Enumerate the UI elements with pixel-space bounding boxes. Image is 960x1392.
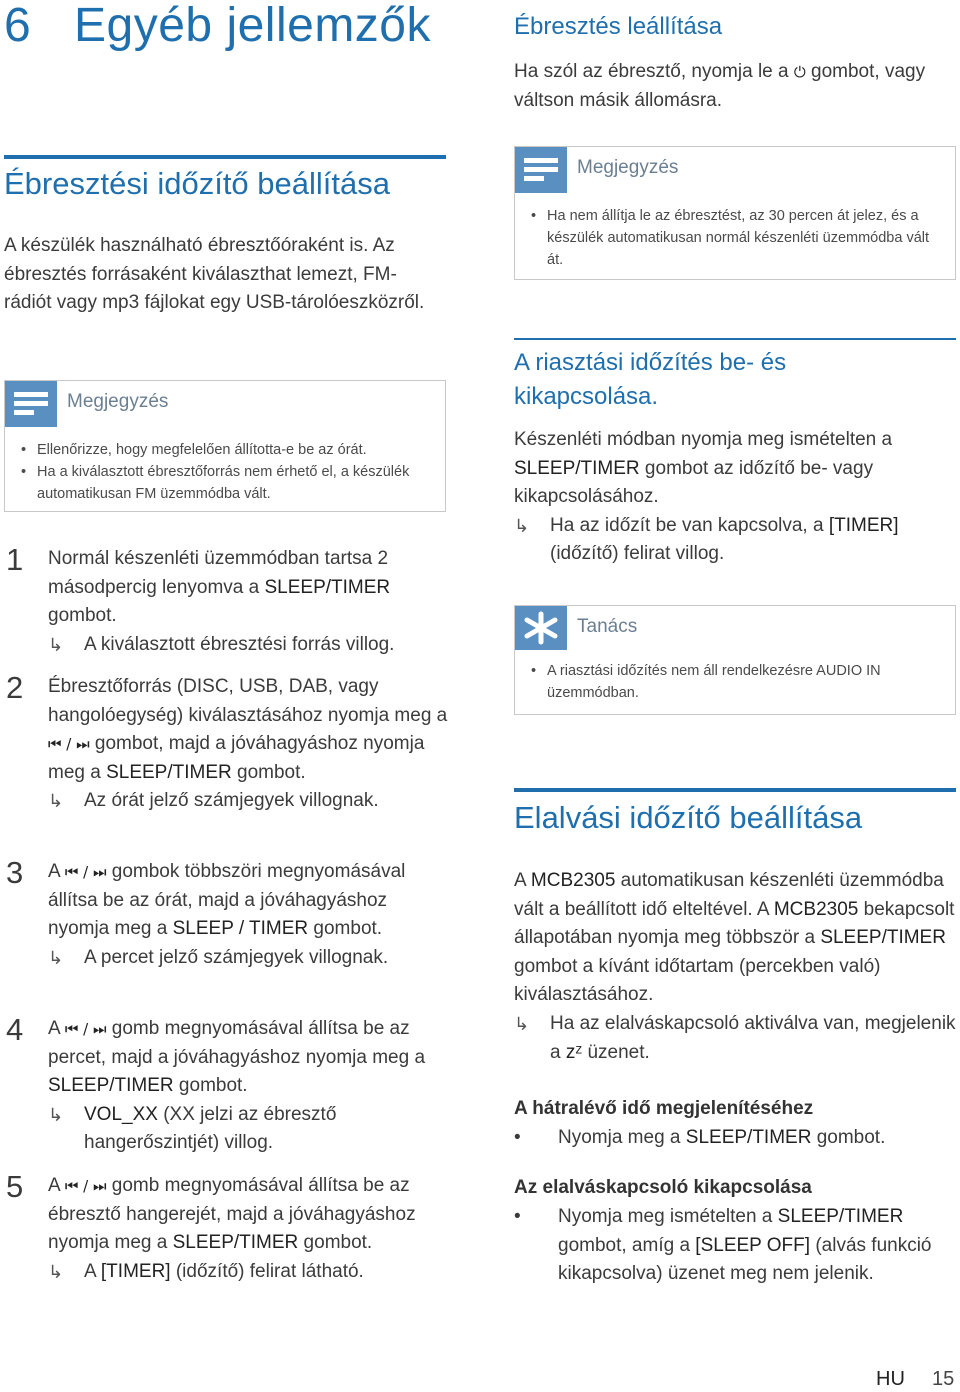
message-name: [SLEEP OFF] [695,1234,811,1256]
step-text-part: gombot. [173,1075,248,1097]
toggle-section-title: A riasztási időzítés be- és kikapcsolása. [514,349,787,410]
result-arrow-icon: ↳ [48,947,64,968]
disable-text [514,1203,956,1289]
sleep-z-icon: zᶻ [565,1041,583,1063]
model-name: MCB2305 [773,898,859,920]
result-arrow-icon: ↳ [48,634,64,655]
step-text-part: A [48,1018,65,1039]
section-divider-thin [514,338,956,340]
result-bold: [TIMER] [100,1260,171,1282]
prev-next-icon: ⏮ / ⏭ [64,1020,107,1038]
button-name: SLEEP/TIMER [106,761,232,783]
section-divider [514,788,956,792]
language-code: HU [876,1368,905,1390]
step-result [48,1258,448,1287]
alarm-intro: A készülék használható ébresztőóraként is. Az ébresztés forrásaként kiválaszthat lemezt, FM-rádiót vagy mp3 fájlokat egy USB-tárolóeszközről. [4,235,425,314]
note-title: Megjegyzés [577,157,679,178]
tip-list [531,660,941,704]
remaining-title: A hátralévő idő megjelenítéséhez [514,1098,814,1119]
step-text-part: gombot. [308,918,383,940]
para-part: gombot. [811,1127,886,1148]
step-text [48,545,448,659]
result-text: A [84,1260,101,1282]
step-text-part: Normál készenléti üzemmódban tartsa 2 másodpercig lenyomva a [48,548,389,598]
sleep-result [514,1010,956,1067]
step-text-part: A [48,1175,65,1196]
step-text [48,673,448,816]
result-arrow-icon: ↳ [48,791,64,812]
stop-alarm-text [514,58,956,115]
note-box-alarm [4,380,446,512]
step-number: 3 [6,855,24,890]
page-number: 15 [932,1368,955,1390]
para-part: automatikusan készenléti üzemmódba vált a beállított idő elteltével. A [514,870,944,920]
result-arrow-icon: ↳ [514,1013,530,1034]
result-text: (időzítő) felirat látható. [170,1260,364,1282]
step-number: 1 [6,542,24,577]
step-text-part: gomb megnyomásával állítsa be az percet, majd a jóváhagyáshoz nyomja meg a [48,1018,426,1068]
model-name: MCB2305 [530,870,616,891]
para-part: (alvás funkció kikapcsolva) üzenet meg nem jelenik. [558,1234,932,1285]
para-part: gombot az időzítő be- vagy kikapcsolásához. [514,457,874,508]
step-text [48,1015,448,1158]
tip-icon [515,606,567,650]
step-text-part: gombot. [231,761,306,783]
note-item: • Ha a kiválasztott ébresztőforrás nem érhető el, a készülék automatikusan FM üzemmódba vált. [21,461,431,505]
result-text: Ha az elalváskapcsoló aktiválva van, megjelenik a [550,1012,956,1063]
prev-next-icon: ⏮ / ⏭ [48,735,90,754]
step-text-part: gombot, majd a jóváhagyáshoz nyomja meg a [48,733,425,783]
result-text: Az órát jelző számjegyek villognak. [84,790,379,812]
step-result [48,631,448,660]
para-part: bekapcsolt állapotában nyomja meg többször a [514,898,955,949]
section-divider [4,155,446,159]
chapter-number: 6 [4,0,32,52]
result-text: Ha az időzít be van kapcsolva, a [550,514,829,536]
step-text-part: gomb megnyomásával állítsa be az ébresztő hangerejét, majd a jóváhagyáshoz nyomja meg a [48,1175,416,1254]
remaining-text [514,1124,956,1153]
result-bold: [TIMER] [828,514,899,536]
para-part: gombot a kívánt időtartam (percekben való) kiválasztásához. [514,955,881,1006]
para-part: gombot, amíg a [558,1234,696,1256]
para-part: Készenléti módban nyomja meg ismételten a [514,429,893,450]
para-part: A [514,870,531,891]
tip-box [514,605,956,715]
note-list [21,439,431,505]
step-text-part: gombok többszöri megnyomásával állítsa be az órát, majd a jóváhagyáshoz nyomja meg a [48,861,406,940]
step-number: 4 [6,1012,24,1047]
button-name: SLEEP/TIMER [264,576,391,598]
alarm-section-title: Ébresztési időzítő beállítása [4,166,390,201]
result-text: (XX jelzi az ébresztő hangerőszintjét) villog. [84,1103,337,1154]
note-title: Megjegyzés [67,391,169,412]
sleep-section-title: Elalvási időzítő beállítása [514,800,863,835]
button-name: SLEEP / TIMER [172,918,309,940]
result-arrow-icon: ↳ [514,515,530,536]
button-name: SLEEP/TIMER [514,457,640,479]
button-name: SLEEP/TIMER [820,927,946,949]
note-item: • Ha nem állítja le az ébresztést, az 30 percen át jelez, és a készülék automatikusan normál készenléti üzemmódba vált át. [531,205,941,271]
chapter-heading [4,0,431,53]
result-text: A kiválasztott ébresztési forrás villog. [84,633,395,655]
toggle-section-text [514,426,956,569]
step-result [48,944,448,973]
step-text-part: gombot. [298,1232,373,1254]
prev-next-icon: ⏮ / ⏭ [64,863,107,881]
button-name: SLEEP/TIMER [777,1206,904,1227]
result-text: A percet jelző számjegyek villognak. [84,946,389,968]
tip-item: • A riasztási időzítés nem áll rendelkezésre AUDIO IN üzemmódban. [531,660,941,704]
result-arrow-icon: ↳ [48,1261,64,1282]
toggle-result [514,512,956,569]
prev-next-icon: ⏮ / ⏭ [64,1177,107,1195]
button-name: SLEEP/TIMER [48,1075,174,1097]
step-result [48,1101,448,1158]
note-box-stop [514,146,956,280]
note-item: • Ellenőrizze, hogy megfelelően állította-e be az órát. [21,439,431,461]
step-number: 5 [6,1169,24,1204]
button-name: SLEEP/TIMER [685,1127,812,1148]
step-text-part: Ébresztőforrás (DISC, USB, DAB, vagy hangolóegység) kiválasztásához nyomja meg a [48,676,448,726]
note-lines-icon [5,381,57,427]
star-icon [515,606,567,650]
bullet-item [514,1124,956,1153]
step-result [48,787,448,816]
step-text [48,858,448,972]
result-text: (időzítő) felirat villog. [550,543,725,565]
result-text: üzenet. [582,1041,650,1063]
step-text-part: A [48,861,65,882]
para-part: Ha szól az ébresztő, nyomja le a [514,61,794,82]
power-icon: ⏻ [793,63,806,81]
para-part: Nyomja meg a [558,1127,686,1148]
chapter-title: Egyéb jellemzők [74,0,431,52]
disable-title: Az elalváskapcsoló kikapcsolása [514,1177,812,1198]
bullet-item [514,1203,956,1289]
note-icon [5,381,57,427]
tip-title: Tanács [577,616,638,637]
para-part: gombot, vagy váltson másik állomásra. [514,61,926,111]
note-lines-icon [515,147,567,193]
result-bold: VOL_XX [84,1103,158,1125]
result-arrow-icon: ↳ [48,1104,64,1125]
note-icon [515,147,567,193]
para-part: Nyomja meg ismételten a [558,1206,778,1227]
step-number: 2 [6,670,24,705]
button-name: SLEEP/TIMER [172,1232,299,1254]
step-text [48,1172,448,1286]
stop-alarm-title: Ébresztés leállítása [514,13,723,40]
note-list [531,205,941,271]
sleep-section-text [514,867,956,1067]
step-text-part: gombot. [48,605,117,627]
